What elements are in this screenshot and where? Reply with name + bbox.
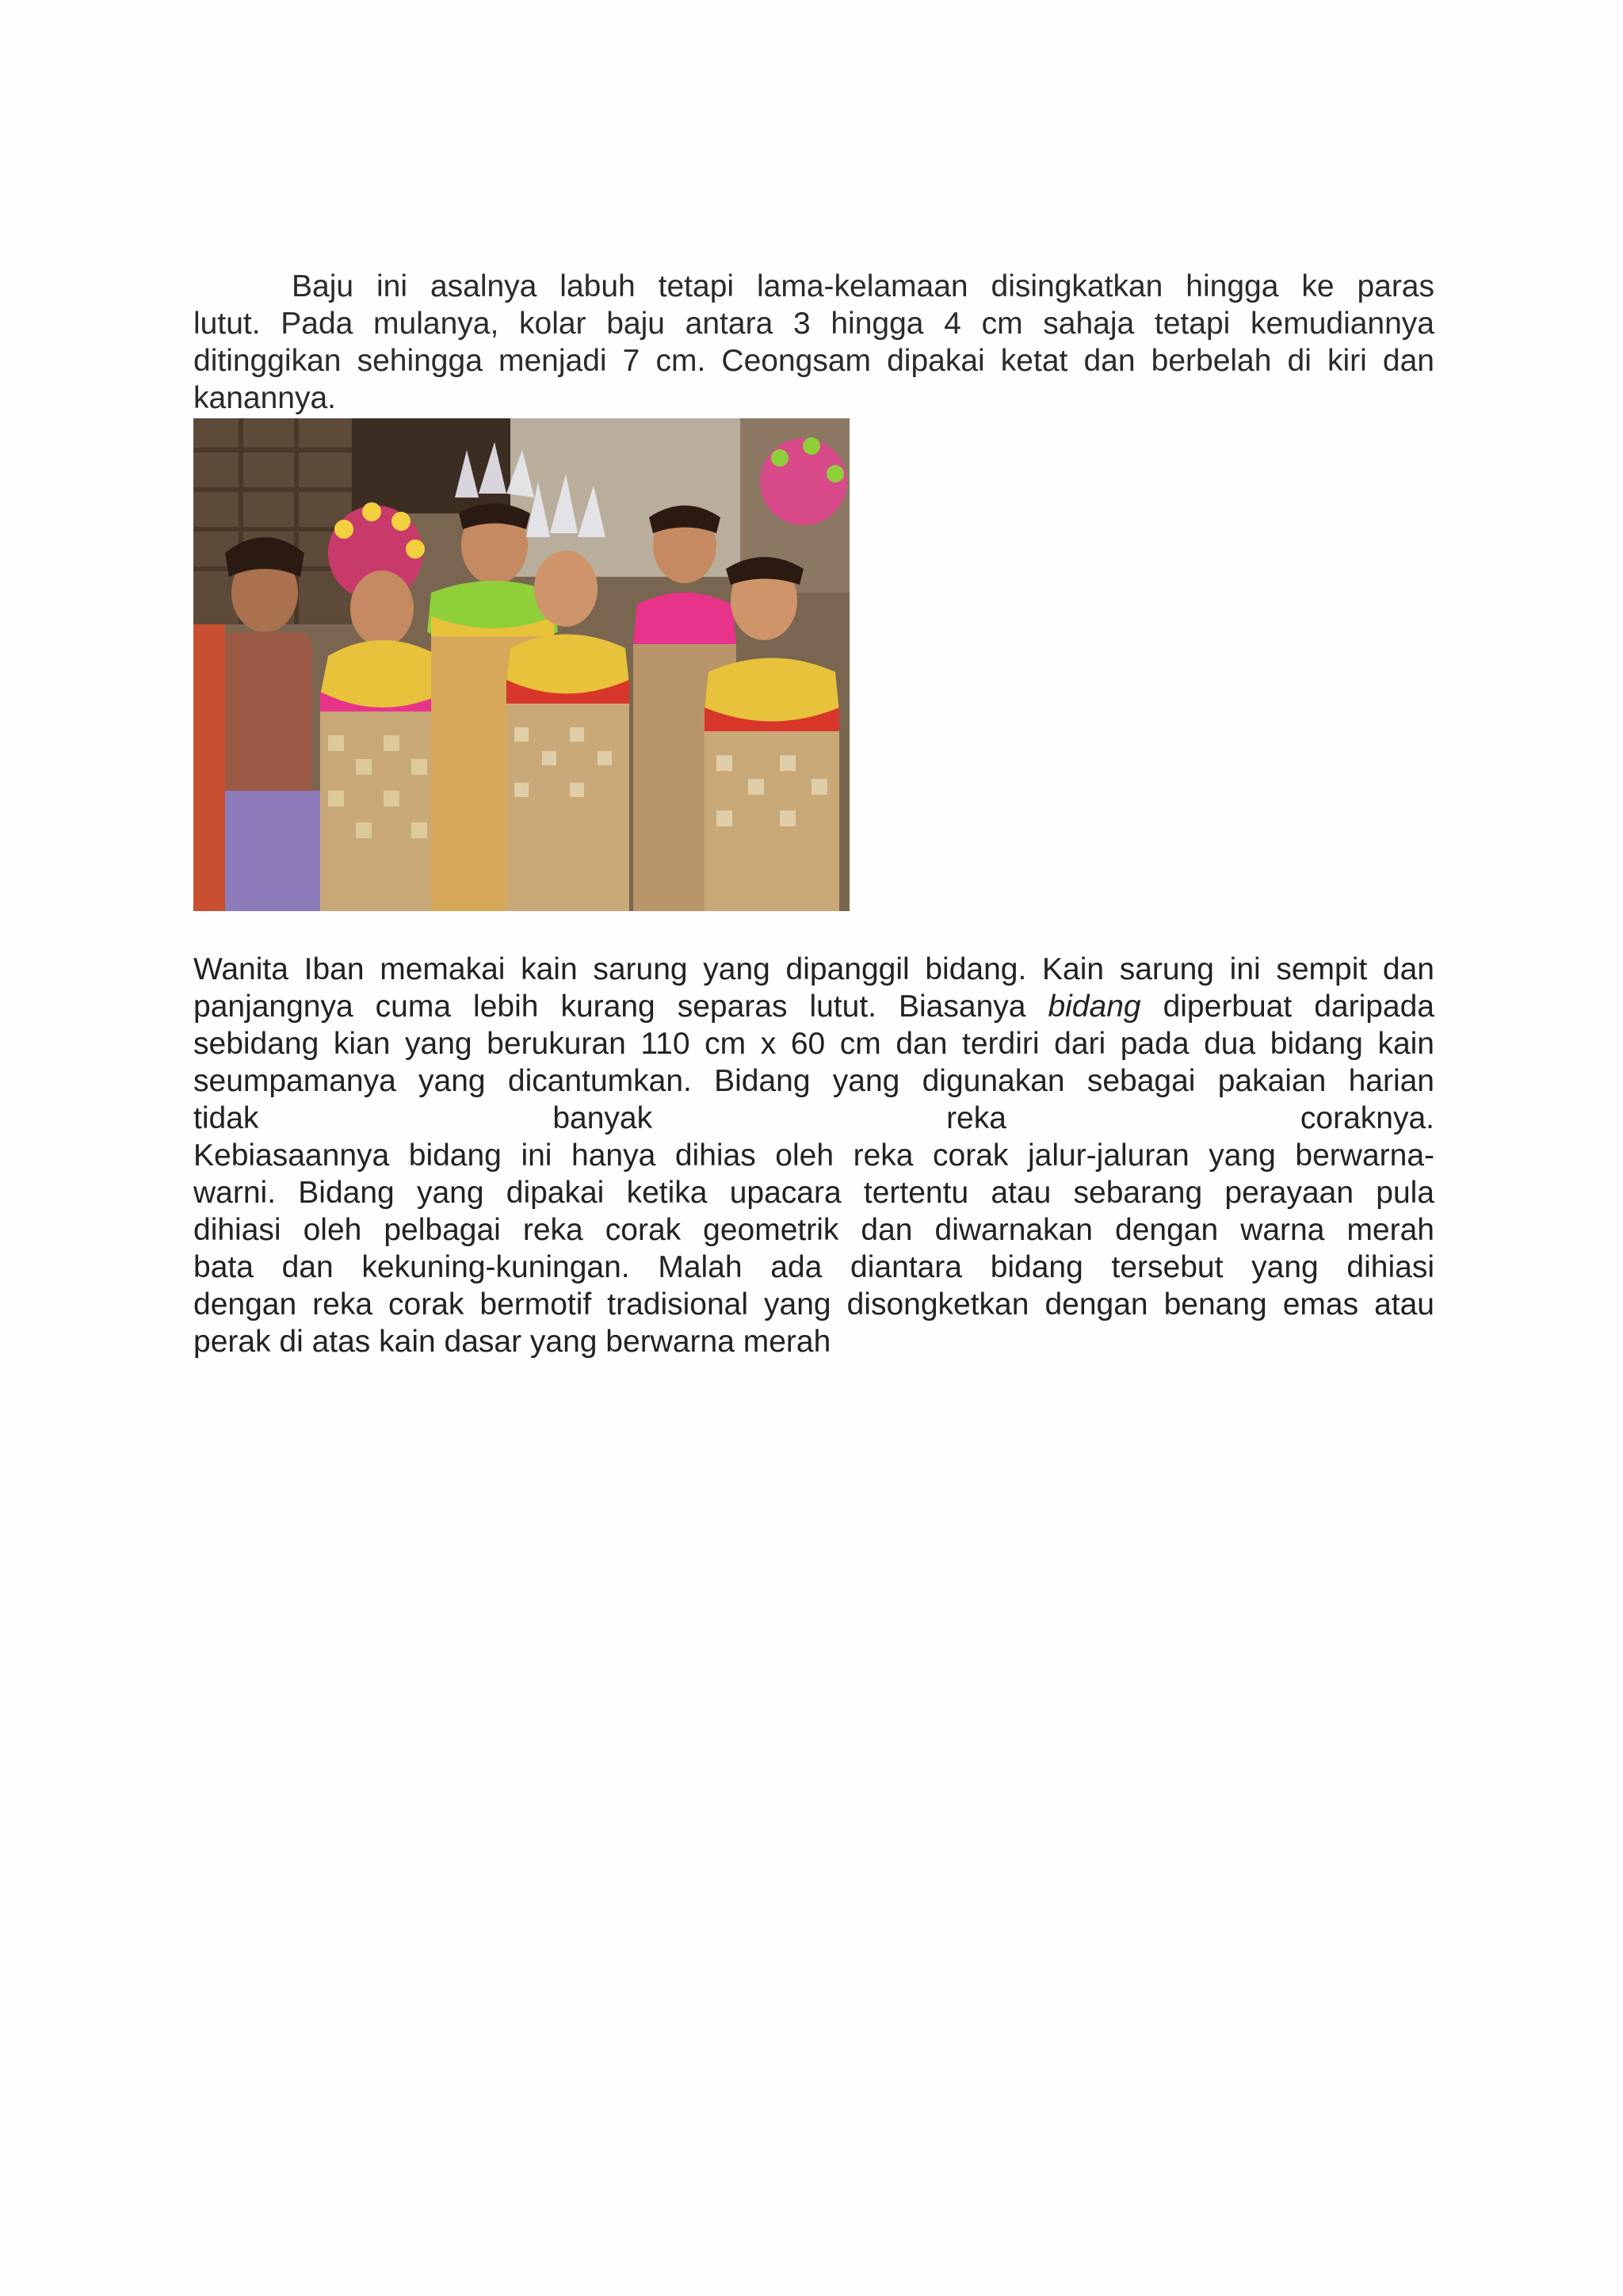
text-line: Wanita Iban memakai kain sarung yang dipanggil bidang. Kain sarung ini sempit dan [193,952,1434,986]
text-line: Kebiasaannya bidang ini hanya dihias oleh reka corak jalur-jaluran yang berwarna- [193,1138,1434,1173]
text-segment: diperbuat daripada [1140,990,1435,1024]
text-line: lutut. Pada mulanya, kolar baju antara 3 hingga 4 cm sahaja tetapi kemudiannya [193,307,1434,341]
text-segment: panjangnya cuma lebih kurang separas lutut. Biasanya [193,990,1048,1024]
text-line: sebidang kian yang berukuran 110 cm x 60 cm dan terdiri dari pada dua bidang kain [193,1027,1434,1061]
photo-iban-women-costume [193,418,850,911]
text-line: warni. Bidang yang dipakai ketika upacara tertentu atau sebarang perayaan pula [193,1176,1434,1210]
text-line: Baju ini asalnya labuh tetapi lama-kelamaan disingkatkan hingga ke paras [292,269,1434,303]
paragraph-ceongsam [193,268,1434,417]
text-line: bata dan kekuning-kuningan. Malah ada diantara bidang tersebut yang dihiasi [193,1250,1434,1284]
text-line: kanannya. [193,381,336,415]
text-line: dihiasi oleh pelbagai reka corak geometrik dan diwarnakan dengan warna merah [193,1213,1434,1247]
text-line [193,988,1434,1025]
text-line: dengan reka corak bermotif tradisional yang disongketkan dengan benang emas atau [193,1287,1434,1322]
photo-illustration [193,418,850,911]
text-line: tidak banyak reka coraknya. [193,1101,1434,1135]
text-line: ditinggikan sehingga menjadi 7 cm. Ceongsam dipakai ketat dan berbelah di kiri dan [193,344,1434,378]
emphasis-bidang: bidang [1048,990,1141,1024]
text-line: perak di atas kain dasar yang berwarna merah [193,1325,831,1359]
paragraph-bidang [193,951,1434,1360]
text-line: seumpamanya yang dicantumkan. Bidang yang digunakan sebagai pakaian harian [193,1064,1434,1098]
